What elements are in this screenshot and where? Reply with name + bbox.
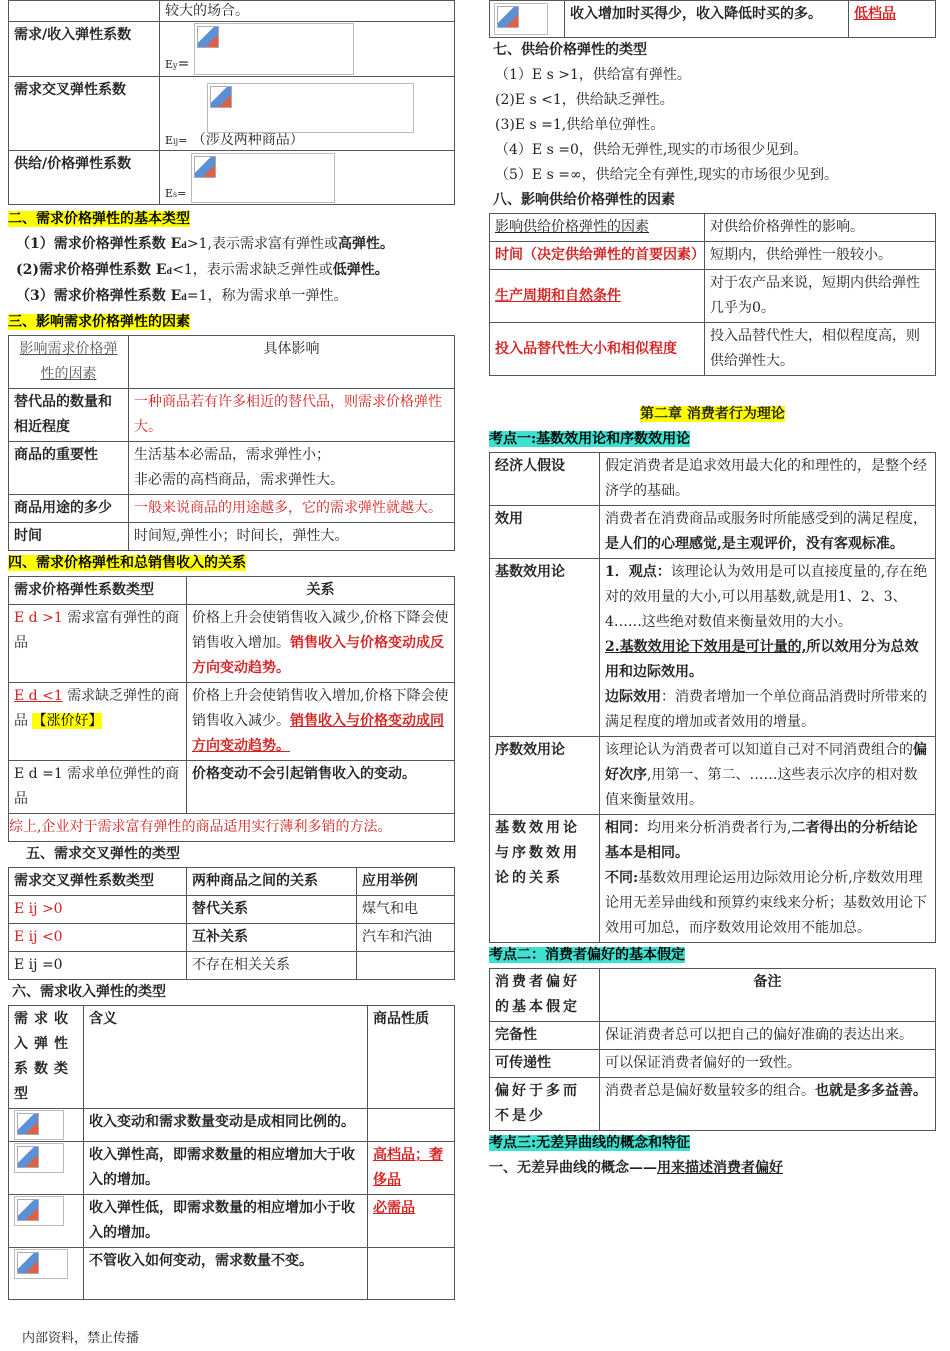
chapter-title: 第二章 消费者行为理论 — [640, 406, 785, 422]
table-header: 关系 — [187, 577, 455, 605]
list-item: （3）需求价格弹性系数 Ed=1，称为需求单一弹性。 — [16, 288, 348, 304]
broken-image-icon — [17, 1146, 39, 1168]
section-title: 八、影响供给价格弹性的因素 — [493, 192, 675, 208]
left-column — [8, 0, 455, 1300]
row-label: 供给/价格弹性系数 — [9, 151, 160, 205]
demand-factors-table: 影响需求价格弹性的因素 具体影响 替代品的数量和相近程度 一种商品若有许多相近的替代品，则需求价格弹性大。 商品的重要性 生活基本必需品，需求弹性小； 非必需的高档商品，需求弹性大。 商品用途的多少 一般来说商品的用途越多，它的需求弹性就越大。 时间 时间短,弹性小；时间长，弹性大。 — [8, 335, 455, 551]
indifference-curve-heading: 一、无差异曲线的概念——用来描述消费者偏好 — [489, 1160, 783, 1176]
supply-types-list — [489, 63, 936, 188]
table-header: 影响需求价格弹性的因素 — [9, 336, 129, 389]
table-header: 具体影响 — [129, 336, 455, 389]
list-item: （1）需求价格弹性系数 Ed>1,表示需求富有弹性或高弹性。 — [16, 236, 394, 252]
formula-image — [14, 1143, 64, 1173]
list-item: (2)E s <1，供给缺乏弹性。 — [495, 92, 674, 108]
right-column — [489, 0, 936, 1181]
section-title: 考点一:基数效用论和序数效用论 — [489, 431, 691, 447]
formula-image — [194, 23, 354, 75]
list-item: (3)E s =1,供给单位弹性。 — [495, 117, 665, 133]
formula-image — [14, 1110, 64, 1140]
broken-image-icon — [210, 86, 232, 108]
broken-image-icon — [17, 1199, 39, 1221]
section-title: 考点三:无差异曲线的概念和特征 — [489, 1135, 691, 1151]
row-label: 需求交叉弹性系数 — [9, 77, 160, 151]
list-item: (2)需求价格弹性系数 Ed<1，表示需求缺乏弹性或低弹性。 — [16, 262, 389, 278]
broken-image-icon — [197, 26, 219, 48]
preference-assumptions-table: 消费者偏好的基本假定 备注 完备性 保证消费者总可以把自己的偏好准确的表达出来。 可传递性 可以保证消费者偏好的一致性。 偏好于多而不是少 消费者总是偏好数量较多的组合。也就是多多益善。 — [489, 968, 936, 1131]
footer-note: 内部资料，禁止传播 — [22, 1331, 140, 1346]
section-title: 三、影响需求价格弹性的因素 — [8, 314, 190, 330]
broken-image-icon — [497, 6, 519, 28]
continued-text: 较大的场合。 — [160, 1, 455, 22]
broken-image-icon — [17, 1113, 39, 1135]
elasticity-types-list — [8, 232, 455, 310]
formula-image — [207, 83, 414, 133]
section-title: 六、需求收入弹性的类型 — [12, 984, 166, 1000]
income-elasticity-table: 需求收入弹性系数类型 含义 商品性质 收入变动和需求数量变动是成相同比例的。 收入弹性高，即需求数量的相应增加大于收入的增加。 高档品；奢侈品 收入弹性低，即需求数量的相应增加小于收入的增加。 必需品 不管收入如何变动，需求数量不变。 — [8, 1005, 455, 1300]
supply-factors-table: 影响供给价格弹性的因素 对供给价格弹性的影响。 时间（决定供给弹性的首要因素） 短期内，供给弹性一般较小。 生产周期和自然条件 对于农产品来说，短期内供给弹性几乎为0。 投入品替代性大小和相似程度 投入品替代性大，相似程度高，则供给弹性大。 — [489, 213, 936, 376]
utility-theory-table: 经济人假设 假定消费者是追求效用最大化的和理性的，是整个经济学的基础。 效用 消费者在消费商品或服务时所能感受到的满足程度，是人们的心理感觉,是主观评价，没有客观标准。 基数效用论 1．观点：该理论认为效用是可以直接度量的,存在绝对的效用量的大小,可以用基数,就是用1、2、3、4……这些绝对数值来衡量效用的大小。 2.基数效用论下效用是可计量的,所以效用分为总效用和边际效用。 边际效用：消费者增加一个单位商品消费时所带来的满足程度的增加或者效用的增量。 序数效用论 该理论认为消费者可以知道自己对不同消费组合的偏好次序,用第一、第二、……这些表示次序的相对数值来衡量效用。 基数效用论与序数效用论的关系 相同：均用来分析消费者行为,二者得出的分析结论基本是相同。 不同:基数效用理论运用边际效用论分析,序数效用理论用无差异曲线和预算约束线来分析；基数效用论下效用可加总，而序数效用论效用不能加总。 — [489, 452, 936, 943]
broken-image-icon — [194, 156, 216, 178]
section-title: 四、需求价格弹性和总销售收入的关系 — [8, 555, 246, 571]
formula-image — [191, 153, 335, 203]
cross-elasticity-table: 需求交叉弹性系数类型 两种商品之间的关系 应用举例 E ij >0 替代关系 煤气和电 E ij <0 互补关系 汽车和汽油 E ij =0 不存在相关关系 — [8, 867, 455, 980]
formula-image — [14, 1196, 64, 1226]
row-label: 需求/收入弹性系数 — [9, 22, 160, 77]
summary-text: 综上,企业对于需求富有弹性的商品适用实行薄利多销的方法。 — [9, 814, 455, 842]
list-item: （4）E s =0，供给无弹性,现实的市场很少见到。 — [495, 142, 808, 158]
elasticity-formula-table: 较大的场合。 需求/收入弹性系数 Ey= 需求交叉弹性系数 Eij= （涉及两种商品） 供给/价格弹性系数 Es= — [8, 0, 455, 205]
section-title: 二、需求价格弹性的基本类型 — [8, 211, 190, 227]
list-item: （1）E s >1，供给富有弹性。 — [495, 67, 691, 83]
section-title: 考点二：消费者偏好的基本假定 — [489, 947, 685, 963]
revenue-relation-table: 需求价格弹性系数类型 关系 E d >1 需求富有弹性的商品 价格上升会使销售收入减少,价格下降会使销售收入增加。销售收入与价格变动成反方向变动趋势。 E d <1 需求缺乏弹性的商品 【涨价好】 价格上升会使销售收入增加,价格下降会使销售收入减少。销售收入与价格变动成同方向变动趋势。 E d =1 需求单位弹性的商品 价格变动不会引起销售收入的变动。 综上,企业对于需求富有弹性的商品适用实行薄利多销的方法。 — [8, 576, 455, 842]
section-title: 七、供给价格弹性的类型 — [493, 42, 647, 58]
income-elasticity-table-continued: 收入增加时买得少，收入降低时买的多。 低档品 — [489, 0, 936, 38]
formula-note: （涉及两种商品） — [191, 132, 304, 148]
tag-badge: 【涨价好】 — [32, 713, 103, 729]
section-title: 五、需求交叉弹性的类型 — [26, 846, 180, 862]
formula-image — [494, 3, 548, 35]
list-item: （5）E s =∞，供给完全有弹性,现实的市场很少见到。 — [495, 167, 839, 183]
table-header: 需求价格弹性系数类型 — [9, 577, 187, 605]
broken-image-icon — [17, 1252, 39, 1274]
formula-image — [14, 1249, 68, 1279]
